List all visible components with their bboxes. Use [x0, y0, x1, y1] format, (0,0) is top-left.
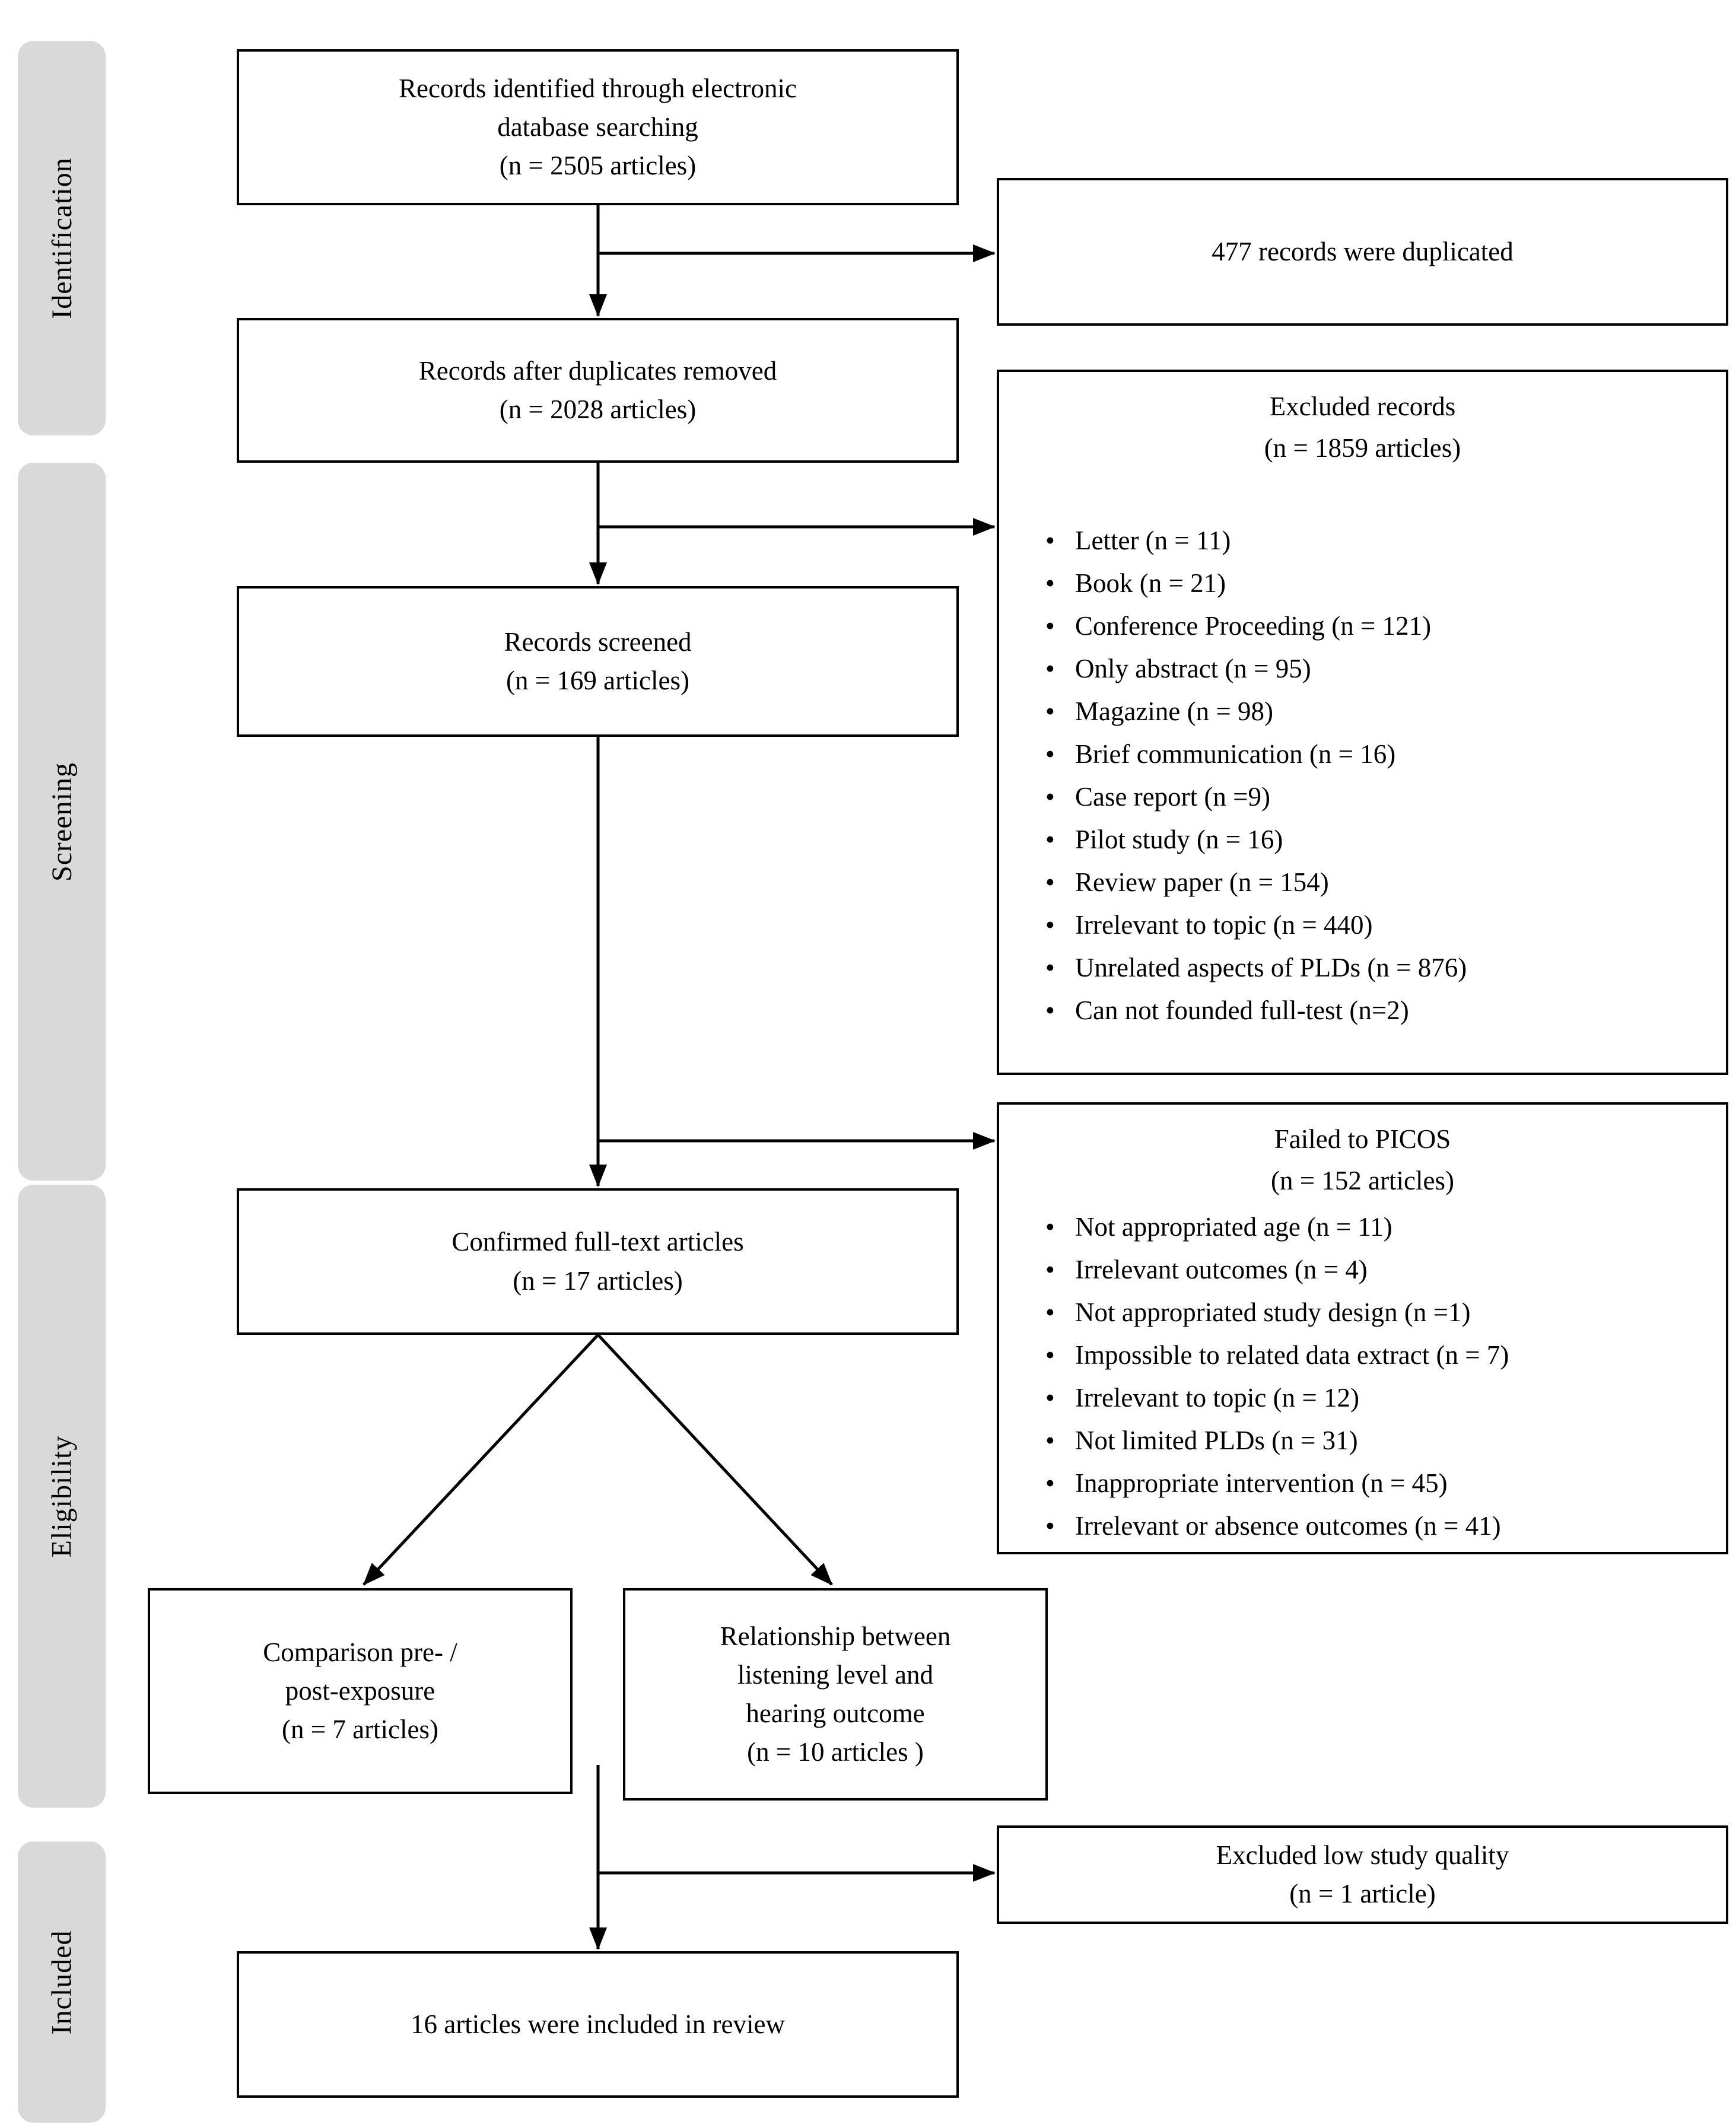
box-records-identified: [237, 49, 959, 205]
list-item: • Case report (n =9): [1042, 775, 1705, 818]
box-excluded-quality-line: (n = 1 article): [1289, 1879, 1436, 1908]
stage-screening-label: Screening: [46, 762, 78, 882]
box-excluded-records: [997, 370, 1728, 1075]
list-item: • Not limited PLDs (n = 31): [1042, 1419, 1705, 1462]
list-item: • Can not founded full-test (n=2): [1042, 989, 1705, 1032]
list-item: • Irrelevant to topic (n = 440): [1042, 904, 1705, 946]
list-item: • Unrelated aspects of PLDs (n = 876): [1042, 946, 1705, 989]
box-comparison-line: (n = 7 articles): [281, 1715, 439, 1745]
list-item: • Brief communication (n = 16): [1042, 733, 1705, 775]
box-excluded-records-title-line: Excluded records: [1269, 392, 1456, 421]
box-excluded-records-title: [1020, 386, 1705, 469]
arrow-confirmed-to-comparison: [364, 1335, 598, 1585]
list-item: • Irrelevant to topic (n = 12): [1042, 1376, 1705, 1419]
box-records-screened-line: Records screened: [504, 626, 692, 657]
box-relationship-line: Relationship between: [720, 1621, 951, 1651]
stage-included-label: Included: [46, 1930, 78, 2034]
stage-eligibility: [18, 1185, 106, 1808]
box-excluded-quality: [997, 1825, 1728, 1924]
box-failed-picos-title: [1020, 1119, 1705, 1202]
box-records-screened: [237, 586, 959, 737]
box-included-review-line: 16 articles were included in review: [411, 2009, 785, 2039]
stage-eligibility-label: Eligibility: [46, 1435, 78, 1557]
box-comparison-line: post-exposure: [285, 1675, 435, 1706]
box-relationship-line: hearing outcome: [746, 1698, 925, 1728]
box-confirmed-fulltext: [237, 1188, 959, 1335]
list-item: • Impossible to related data extract (n = 7): [1042, 1334, 1705, 1376]
box-relationship-line: (n = 10 articles ): [747, 1737, 924, 1767]
list-item: • Not appropriated age (n = 11): [1042, 1205, 1705, 1248]
box-confirmed-fulltext-line: (n = 17 articles): [513, 1265, 683, 1296]
box-records-identified-line: Records identified through electronic: [398, 73, 797, 103]
stage-identification: [18, 41, 106, 435]
stage-included: [18, 1841, 106, 2123]
list-item: • Conference Proceeding (n = 121): [1042, 605, 1705, 647]
list-item: • Pilot study (n = 16): [1042, 818, 1705, 861]
list-item: • Magazine (n = 98): [1042, 690, 1705, 733]
arrow-confirmed-to-relationship: [598, 1335, 832, 1585]
box-failed-picos-title-line: Failed to PICOS: [1274, 1124, 1451, 1154]
box-relationship-line: listening level and: [737, 1659, 933, 1690]
stage-screening: [18, 463, 106, 1181]
box-after-duplicates-line: Records after duplicates removed: [418, 355, 777, 386]
box-confirmed-fulltext-line: Confirmed full-text articles: [452, 1227, 744, 1257]
box-duplicated-records-line: 477 records were duplicated: [1212, 236, 1514, 266]
box-relationship-listening: [623, 1588, 1048, 1801]
box-duplicated-records: [997, 178, 1728, 326]
box-after-duplicates: [237, 318, 959, 463]
list-item: • Inappropriate intervention (n = 45): [1042, 1462, 1705, 1504]
box-comparison-line: Comparison pre- /: [263, 1637, 457, 1667]
box-excluded-quality-line: Excluded low study quality: [1216, 1840, 1509, 1870]
box-included-review: [237, 1951, 959, 2098]
list-item: • Irrelevant outcomes (n = 4): [1042, 1248, 1705, 1291]
list-item: • Book (n = 21): [1042, 562, 1705, 605]
list-item: • Not appropriated study design (n =1): [1042, 1291, 1705, 1334]
failed-picos-list: [1020, 1205, 1705, 1547]
box-failed-picos: [997, 1102, 1728, 1554]
box-records-identified-line: (n = 2505 articles): [499, 151, 697, 181]
list-item: • Irrelevant or absence outcomes (n = 41): [1042, 1504, 1705, 1547]
list-item: • Letter (n = 11): [1042, 519, 1705, 562]
box-excluded-records-title-line: (n = 1859 articles): [1264, 432, 1461, 463]
excluded-records-list: [1020, 519, 1705, 1032]
list-item: • Only abstract (n = 95): [1042, 647, 1705, 690]
stage-identification-label: Identification: [46, 157, 78, 319]
box-after-duplicates-line: (n = 2028 articles): [499, 395, 697, 424]
box-records-screened-line: (n = 169 articles): [505, 666, 690, 695]
box-records-identified-line: database searching: [497, 112, 698, 142]
box-comparison-pre-post: [148, 1588, 573, 1794]
list-item: • Review paper (n = 154): [1042, 861, 1705, 904]
box-failed-picos-title-line: (n = 152 articles): [1270, 1165, 1455, 1195]
